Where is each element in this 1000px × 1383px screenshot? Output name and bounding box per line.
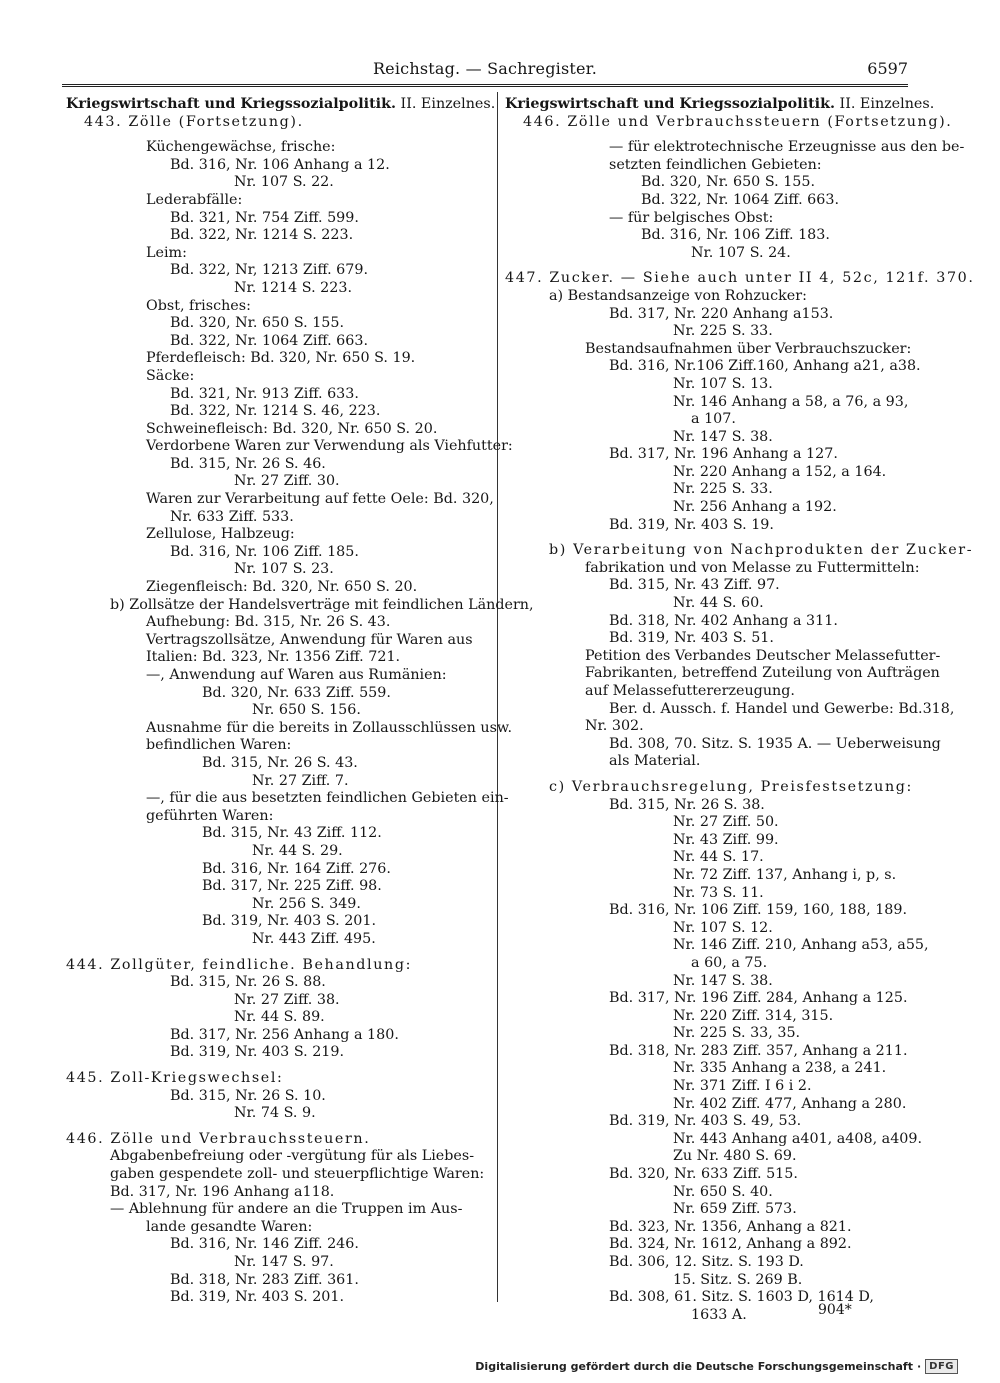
index-entry-line: Bd. 315, Nr. 26 S. 43. [202, 754, 358, 771]
index-entry-heading: 444. Zollgüter, feindliche. Behandlung: [66, 956, 412, 973]
index-entry-line: Lederabfälle: [146, 191, 243, 208]
index-entry-line: Vertragszollsätze, Anwendung für Waren aus [146, 631, 473, 648]
index-entry-line: Bd. 320, Nr. 650 S. 155. [641, 174, 816, 191]
index-entry-heading: 446. Zölle und Verbrauchssteuern (Fortsetzung). [523, 113, 953, 130]
index-entry-line: Bd. 322, Nr. 1214 S. 46, 223. [170, 403, 381, 420]
index-entry-line: Petition des Verbandes Deutscher Melassefutter- [585, 647, 941, 664]
footer-credit [475, 1359, 958, 1374]
index-entry-heading: c) Verbrauchsregelung, Preisfestsetzung: [549, 778, 913, 795]
index-entry-line: Bd. 320, Nr. 633 Ziff. 515. [609, 1166, 798, 1183]
index-entry-line: Nr. 44 S. 60. [673, 595, 764, 612]
blank-line [66, 949, 486, 957]
index-entry-line: Italien: Bd. 323, Nr. 1356 Ziff. 721. [146, 649, 401, 666]
index-entry-line: Nr. 147 S. 38. [673, 428, 773, 445]
column-heading-main: Kriegswirtschaft und Kriegssozialpolitik. [66, 96, 396, 112]
index-entry-line: geführten Waren: [146, 807, 274, 824]
index-entry-line: lande gesandte Waren: [146, 1218, 313, 1235]
index-entry-line: Nr. 371 Ziff. I 6 i 2. [673, 1078, 812, 1095]
index-entry-line: Pferdefleisch: Bd. 320, Nr. 650 S. 19. [146, 350, 416, 367]
index-entry-line: Nr. 27 Ziff. 38. [234, 991, 340, 1008]
index-entry-line: Bd. 318, Nr. 283 Ziff. 357, Anhang a 211. [609, 1042, 908, 1059]
blank-line [505, 534, 910, 542]
index-entry-line: Nr. 73 S. 11. [673, 884, 764, 901]
index-entry-line: Bd. 308, 61. Sitz. S. 1603 D, 1614 D, [609, 1289, 874, 1306]
right-column [505, 96, 975, 1324]
header-rule [62, 84, 908, 87]
index-entry-line: setzten feindlichen Gebieten: [609, 156, 822, 173]
index-entry-line: Säcke: [146, 367, 195, 384]
index-entry-line: Nr. 107 S. 23. [234, 561, 334, 578]
index-entry-line: Bd. 322, Nr, 1213 Ziff. 679. [170, 262, 368, 279]
index-entry-line: Nr. 72 Ziff. 137, Anhang i, p, s. [673, 866, 897, 883]
index-entry-line: Nr. 27 Ziff. 50. [673, 814, 779, 831]
index-entry-line: Bd. 316, Nr. 106 Anhang a 12. [170, 156, 390, 173]
index-entry-line: Bd. 317, Nr. 256 Anhang a 180. [170, 1026, 399, 1043]
index-entry-line: — Ablehnung für andere an die Truppen im Aus- [110, 1201, 463, 1218]
index-entry-line: Nr. 146 Ziff. 210, Anhang a53, a55, [673, 937, 929, 954]
index-entry-line: Bd. 321, Nr. 754 Ziff. 599. [170, 209, 359, 226]
index-entry-heading: 446. Zölle und Verbrauchssteuern. [66, 1130, 371, 1147]
page-header [62, 56, 908, 82]
index-entry-line: Bd. 319, Nr. 403 S. 219. [170, 1044, 345, 1061]
index-entry-heading: 445. Zoll-Kriegswechsel: [66, 1070, 284, 1087]
index-entry-line: Nr. 107 S. 24. [691, 244, 791, 261]
index-entry-line: Bd. 317, Nr. 196 Ziff. 284, Anhang a 125. [609, 990, 908, 1007]
index-entry-line: Nr. 44 S. 17. [673, 849, 764, 866]
index-entry-line: Bd. 317, Nr. 196 Anhang a118. [110, 1183, 335, 1200]
index-entry-line: Obst, frisches: [146, 297, 251, 314]
index-entry-line: Zu Nr. 480 S. 69. [673, 1148, 797, 1165]
index-entry-line: auf Melassefuttererzeugung. [585, 683, 795, 699]
index-entry-line: —, für die aus besetzten feindlichen Gebieten ein- [146, 790, 509, 807]
index-entry-line: Bd. 315, Nr. 43 Ziff. 112. [202, 825, 382, 842]
index-entry-line: Nr. 147 S. 97. [234, 1254, 334, 1270]
index-entry-line: Abgabenbefreiung oder -vergütung für als Liebes- [110, 1148, 475, 1165]
column-heading-sub: II. Einzelnes. [396, 96, 496, 112]
index-entry-line: Ber. d. Aussch. f. Handel und Gewerbe: Bd.318, [609, 700, 955, 717]
index-entry-line: — für elektrotechnische Erzeugnisse aus den be- [609, 139, 965, 156]
index-entry-line: Zellulose, Halbzeug: [146, 526, 295, 543]
index-entry-line: Fabrikanten, betreffend Zuteilung von Aufträgen [585, 665, 940, 682]
footer-separator: · [916, 1360, 922, 1373]
index-entry-line: Nr. 146 Anhang a 58, a 76, a 93, [673, 393, 909, 410]
index-entry-line: Nr. 225 S. 33. [673, 481, 773, 498]
blank-line [66, 131, 486, 139]
blank-line [66, 1062, 486, 1070]
index-entry-line: Nr. 302. [585, 718, 644, 735]
blank-line [505, 771, 910, 779]
index-entry-line: a 60, a 75. [691, 954, 768, 971]
index-entry-line: Nr. 225 S. 33. [673, 323, 773, 340]
sheet-mark: 904* [818, 1302, 852, 1318]
blank-line [505, 262, 910, 270]
index-entry-line: Bd. 315, Nr. 43 Ziff. 97. [609, 577, 780, 594]
index-entry-line: Bd. 319, Nr. 403 S. 51. [609, 630, 774, 647]
index-entry-line: Bd. 317, Nr. 196 Anhang a 127. [609, 446, 838, 463]
index-entry-line: Bd. 316, Nr. 146 Ziff. 246. [170, 1236, 359, 1253]
column-divider [497, 92, 498, 1302]
index-entry-line: Verdorbene Waren zur Verwendung als Viehfutter: [146, 438, 513, 455]
index-entry-line: Bd. 319, Nr. 403 S. 49, 53. [609, 1113, 802, 1130]
index-entry-line: Bd. 322, Nr. 1064 Ziff. 663. [170, 332, 368, 349]
index-entry-line: Bd. 316, Nr. 106 Ziff. 185. [170, 543, 359, 560]
left-column [66, 96, 534, 1307]
index-entry-line: Bd. 316, Nr. 106 Ziff. 159, 160, 188, 189. [609, 902, 908, 919]
index-entry-line: b) Zollsätze der Handelsverträge mit feindlichen Ländern, [110, 596, 534, 613]
index-entry-line: Nr. 107 S. 13. [673, 375, 773, 392]
index-entry-line: Bd. 316, Nr.106 Ziff.160, Anhang a21, a38. [609, 358, 921, 375]
index-entry-line: Nr. 633 Ziff. 533. [170, 508, 294, 525]
index-entry-line: Bd. 320, Nr. 650 S. 155. [170, 315, 345, 332]
index-entry-line: — für belgisches Obst: [609, 209, 774, 226]
index-entry-line: Bd. 319, Nr. 403 S. 19. [609, 516, 774, 533]
index-entry-line: Nr. 44 S. 29. [252, 842, 343, 859]
index-entry-line: Bd. 306, 12. Sitz. S. 193 D. [609, 1254, 804, 1270]
index-entry-line: Bd. 316, Nr. 106 Ziff. 183. [641, 227, 830, 244]
index-entry-line: Bd. 322, Nr. 1064 Ziff. 663. [641, 191, 839, 208]
index-entry-line: Bd. 317, Nr. 220 Anhang a153. [609, 305, 834, 322]
index-entry-line: Bd. 315, Nr. 26 S. 38. [609, 796, 765, 813]
index-entry-line: Nr. 256 Anhang a 192. [673, 499, 837, 516]
index-entry-line: Küchengewächse, frische: [146, 139, 336, 156]
index-entry-line: Nr. 107 S. 12. [673, 919, 773, 936]
index-entry-line: Nr. 256 S. 349. [252, 895, 361, 912]
index-entry-line: Bd. 321, Nr. 913 Ziff. 633. [170, 385, 359, 402]
column-heading [505, 96, 935, 114]
index-entry-line: Bd. 317, Nr. 225 Ziff. 98. [202, 878, 382, 895]
index-entry-line: Nr. 659 Ziff. 573. [673, 1201, 797, 1218]
running-title: Reichstag. — Sachregister. [372, 59, 598, 78]
footer-credit-text: Digitalisierung gefördert durch die Deutsche Forschungsgemeinschaft [475, 1360, 913, 1373]
index-entry-line: Aufhebung: Bd. 315, Nr. 26 S. 43. [146, 614, 391, 631]
index-entry-line: Bd. 308, 70. Sitz. S. 1935 A. — Ueberweisung [609, 735, 941, 752]
index-entry-line: Bd. 316, Nr. 164 Ziff. 276. [202, 860, 391, 877]
index-entry-line: Bd. 324, Nr. 1612, Anhang a 892. [609, 1236, 852, 1253]
index-entry-line: Nr. 402 Ziff. 477, Anhang a 280. [673, 1095, 907, 1112]
index-entry-line: Bd. 315, Nr. 26 S. 88. [170, 974, 326, 991]
index-entry-line: Nr. 443 Ziff. 495. [252, 930, 376, 947]
index-entry-line: Bd. 322, Nr. 1214 S. 223. [170, 227, 354, 244]
index-entry-line: Nr. 44 S. 89. [234, 1009, 325, 1026]
index-entry-line: Schweinefleisch: Bd. 320, Nr. 650 S. 20. [146, 420, 438, 437]
blank-line [505, 131, 910, 139]
index-entry-line: fabrikation und von Melasse zu Futtermitteln: [585, 559, 920, 576]
index-entry-line: Nr. 335 Anhang a 238, a 241. [673, 1060, 887, 1077]
index-entry-line: 1633 A. [691, 1306, 747, 1323]
index-entry-line: Nr. 650 S. 156. [252, 702, 361, 719]
index-entry-line: Bd. 318, Nr. 402 Anhang a 311. [609, 612, 838, 629]
index-entry-line: Nr. 220 Ziff. 314, 315. [673, 1007, 834, 1024]
index-entry-line: Ausnahme für die bereits in Zollausschlüssen usw. [146, 719, 513, 736]
index-entry-line: als Material. [609, 753, 701, 770]
dfg-logo-icon: DFG [925, 1359, 958, 1374]
index-entry-line: Nr. 225 S. 33, 35. [673, 1025, 801, 1042]
index-entry-line: Nr. 107 S. 22. [234, 174, 334, 191]
index-entry-line: Bestandsaufnahmen über Verbrauchszucker: [585, 340, 912, 357]
index-entry-line: a 107. [691, 411, 736, 428]
index-entry-line: Nr. 27 Ziff. 30. [234, 473, 340, 490]
index-entry-line: Nr. 650 S. 40. [673, 1183, 773, 1200]
index-entry-line: befindlichen Waren: [146, 737, 292, 754]
index-entry-heading: 447. Zucker. — Siehe auch unter II 4, 52c, 121f. 370. [505, 270, 975, 287]
index-entry-heading: 443. Zölle (Fortsetzung). [84, 113, 304, 130]
index-entry-line: gaben gespendete zoll- und steuerpflichtige Waren: [110, 1166, 485, 1183]
page-number: 6597 [867, 59, 908, 78]
index-entry-line: Waren zur Verarbeitung auf fette Oele: Bd. 320, [146, 491, 494, 508]
index-entry-line: Leim: [146, 244, 187, 261]
index-entry-line: Nr. 74 S. 9. [234, 1105, 316, 1122]
index-entry-line: Nr. 27 Ziff. 7. [252, 772, 349, 789]
index-entry-line: —, Anwendung auf Waren aus Rumänien: [146, 667, 447, 683]
index-entry-line: Bd. 320, Nr. 633 Ziff. 559. [202, 684, 391, 701]
column-heading-main: Kriegswirtschaft und Kriegssozialpolitik. [505, 96, 835, 112]
column-heading-sub: II. Einzelnes. [835, 96, 935, 112]
column-heading [66, 96, 496, 114]
index-entry-line: Nr. 220 Anhang a 152, a 164. [673, 463, 887, 480]
index-entry-line: Bd. 315, Nr. 26 S. 10. [170, 1087, 326, 1104]
index-entry-line: Ziegenfleisch: Bd. 320, Nr. 650 S. 20. [146, 579, 418, 596]
index-entry-line: Bd. 323, Nr. 1356, Anhang a 821. [609, 1218, 852, 1235]
index-entry-line: Bd. 319, Nr. 403 S. 201. [202, 913, 377, 930]
index-entry-line: Nr. 43 Ziff. 99. [673, 831, 779, 848]
index-entry-heading: b) Verarbeitung von Nachprodukten der Zucker- [549, 542, 974, 559]
blank-line [66, 1123, 486, 1131]
index-entry-line: Nr. 443 Anhang a401, a408, a409. [673, 1130, 923, 1147]
index-entry-line: Bd. 315, Nr. 26 S. 46. [170, 455, 326, 472]
index-entry-line: Bd. 318, Nr. 283 Ziff. 361. [170, 1271, 359, 1288]
index-entry-line: Bd. 319, Nr. 403 S. 201. [170, 1289, 345, 1306]
index-entry-line: Nr. 147 S. 38. [673, 972, 773, 989]
index-entry-line: 15. Sitz. S. 269 B. [673, 1271, 803, 1288]
index-entry-line: a) Bestandsanzeige von Rohzucker: [549, 287, 807, 304]
index-entry-line: Nr. 1214 S. 223. [234, 279, 352, 296]
